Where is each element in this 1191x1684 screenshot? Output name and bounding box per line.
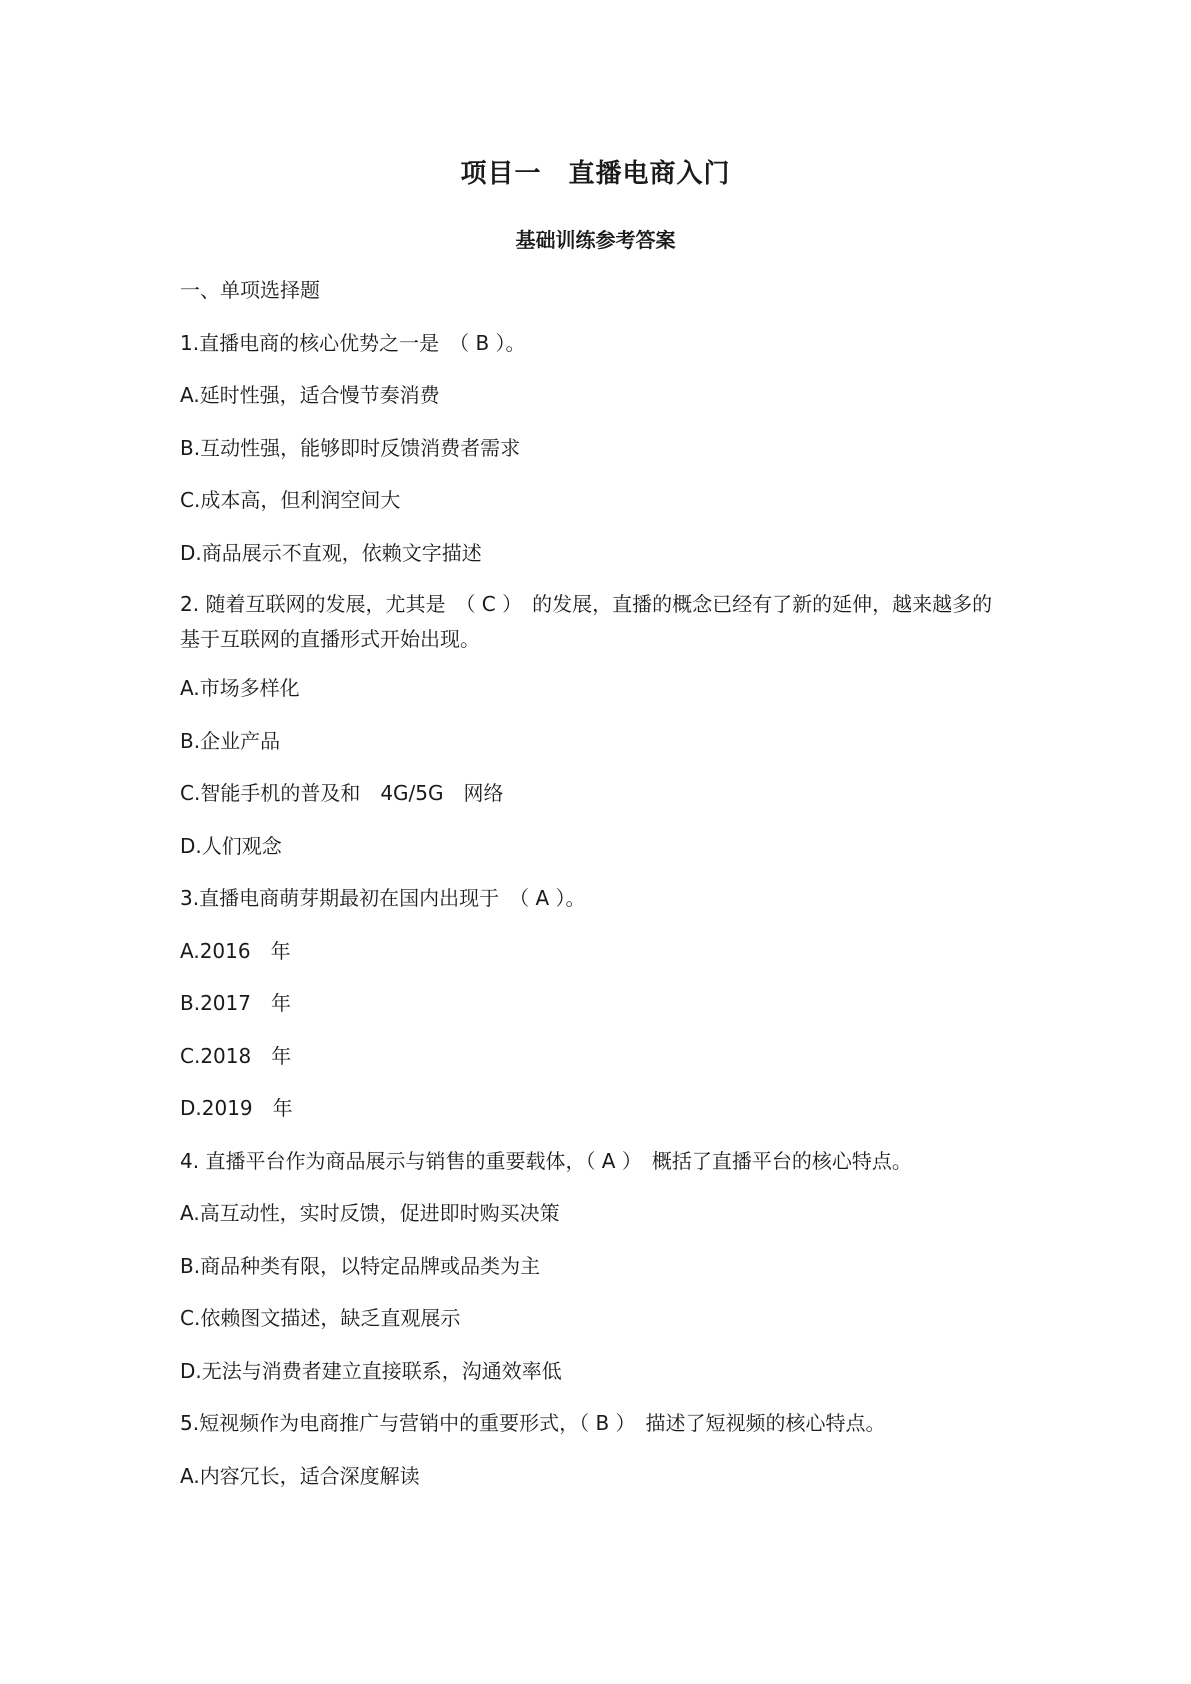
question-1-option-c: C.成本高，但利润空间大 (180, 488, 401, 512)
section-heading: 一、单项选择题 (180, 278, 320, 302)
question-1-option-d: D.商品展示不直观，依赖文字描述 (180, 540, 482, 565)
question-4-option-d: D.无法与消费者建立直接联系，沟通效率低 (180, 1358, 562, 1383)
question-4-option-a: A.高互动性，实时反馈，促进即时购买决策 (180, 1201, 560, 1225)
document-subtitle: 基础训练参考答案 (515, 228, 676, 252)
question-3: 3.直播电商萌芽期最初在国内出现于 （ A ）。 (180, 886, 586, 910)
question-2-option-c: C.智能手机的普及和 4G/5G 网络 (180, 781, 504, 805)
question-3-option-d: D.2019 年 (180, 1096, 293, 1120)
question-3-option-a: A.2016 年 (180, 938, 291, 963)
question-1-option-a: A.延时性强，适合慢节奏消费 (180, 383, 440, 407)
document-title: 项目一 直播电商入门 (460, 159, 731, 189)
question-3-option-c: C.2018 年 (180, 1043, 292, 1068)
question-4-option-c: C.依赖图文描述，缺乏直观展示 (180, 1306, 461, 1330)
question-2: 2. 随着互联网的发展，尤其是 （ C ） 的发展，直播的概念已经有了新的延伸，越来越多的基于互联网的直播形式开始出现。 (180, 592, 993, 651)
question-2-option-a: A.市场多样化 (180, 676, 300, 700)
question-2-option-b: B.企业产品 (180, 728, 281, 753)
question-4: 4. 直播平台作为商品展示与销售的重要载体，（ A ） 概括了直播平台的核心特点。 (180, 1148, 912, 1173)
question-1: 1.直播电商的核心优势之一是 （ B ）。 (180, 330, 526, 355)
question-4-option-b: B.商品种类有限，以特定品牌或品类为主 (180, 1253, 541, 1278)
question-5-option-a: A.内容冗长，适合深度解读 (180, 1463, 420, 1488)
document-body (180, 276, 1010, 1514)
question-5: 5.短视频作为电商推广与营销中的重要形式，（ B ） 描述了短视频的核心特点。 (180, 1411, 886, 1435)
question-2-option-d: D.人们观念 (180, 833, 282, 858)
question-1-option-b: B.互动性强，能够即时反馈消费者需求 (180, 435, 521, 460)
question-3-option-b: B.2017 年 (180, 991, 291, 1015)
